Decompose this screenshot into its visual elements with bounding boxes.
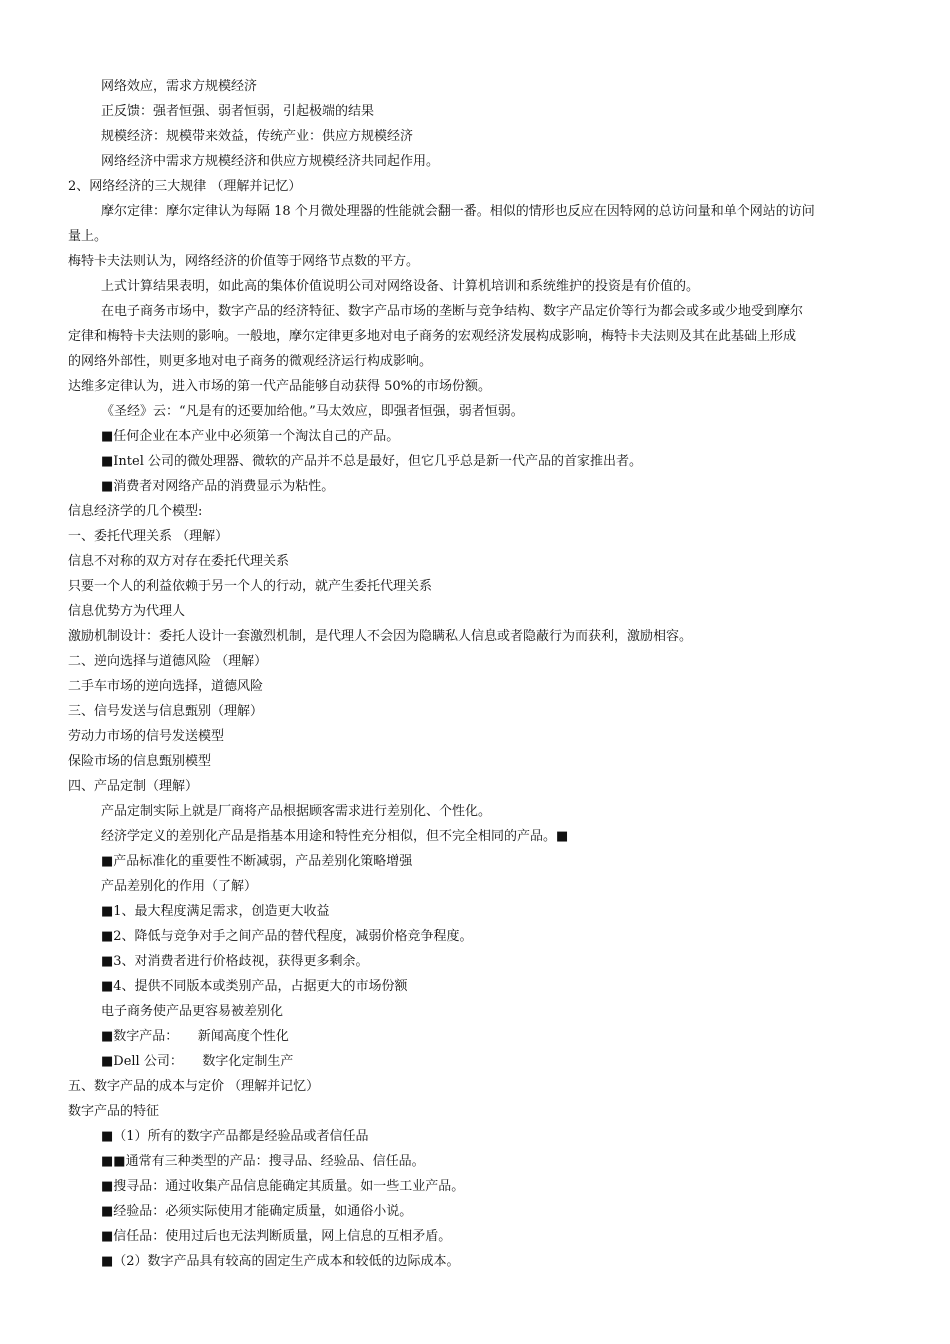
- bullet-item: ■Intel 公司的微处理器、微软的产品并不总是最好，但它几乎总是新一代产品的首家推出者。: [101, 454, 642, 469]
- bullet-item: ■Dell 公司： 数字化定制生产: [101, 1054, 294, 1069]
- text-line: 电子商务使产品更容易被差别化: [101, 1004, 284, 1019]
- bullet-item: ■搜寻品：通过收集产品信息能确定其质量。如一些工业产品。: [101, 1179, 465, 1194]
- text-line: 上式计算结果表明，如此高的集体价值说明公司对网络设备、计算机培训和系统维护的投资是有价值的。: [101, 279, 700, 294]
- text-line: 产品定制实际上就是厂商将产品根据顾客需求进行差别化、个性化。: [101, 804, 492, 819]
- text-line: 经济学定义的差别化产品是指基本用途和特性充分相似，但不完全相同的产品。■: [101, 829, 569, 844]
- bullet-item: ■1、最大程度满足需求，创造更大收益: [101, 904, 330, 919]
- text-line: 二手车市场的逆向选择，道德风险: [68, 679, 264, 694]
- section-heading: 信息经济学的几个模型:: [68, 504, 203, 519]
- text-line: 摩尔定律：摩尔定律认为每隔 18 个月微处理器的性能就会翻一番。相似的情形也反应在因特网的总访问量和单个网站的访问: [101, 204, 815, 219]
- text-line: 保险市场的信息甄别模型: [68, 754, 212, 769]
- section-heading: 一、委托代理关系 （理解）: [68, 529, 229, 544]
- bullet-item: ■产品标准化的重要性不断减弱，产品差别化策略增强: [101, 854, 413, 869]
- text-line: 在电子商务市场中，数字产品的经济特征、数字产品市场的垄断与竞争结构、数字产品定价等行为都会或多或少地受到摩尔: [101, 304, 804, 319]
- section-heading: 四、产品定制（理解）: [68, 779, 199, 794]
- text-line: 网络效应，需求方规模经济: [101, 79, 258, 94]
- text-line: 信息不对称的双方对存在委托代理关系: [68, 554, 290, 569]
- bullet-item: ■经验品：必须实际使用才能确定质量，如通俗小说。: [101, 1204, 413, 1219]
- text-line: 定律和梅特卡夫法则的影响。一般地，摩尔定律更多地对电子商务的宏观经济发展构成影响，梅特卡夫法则及其在此基础上形成: [68, 329, 797, 344]
- section-heading: 三、信号发送与信息甄别（理解）: [68, 704, 264, 719]
- text-line: 量上。: [68, 229, 108, 244]
- text-line: 信息优势方为代理人: [68, 604, 186, 619]
- bullet-item: ■信任品：使用过后也无法判断质量，网上信息的互相矛盾。: [101, 1229, 452, 1244]
- bullet-item: ■数字产品： 新闻高度个性化: [101, 1029, 289, 1044]
- bullet-item: ■消费者对网络产品的消费显示为粘性。: [101, 479, 335, 494]
- text-line: 激励机制设计：委托人设计一套激烈机制，是代理人不会因为隐瞒私人信息或者隐蔽行为而获利，激励相容。: [68, 629, 693, 644]
- section-heading: 五、数字产品的成本与定价 （理解并记忆）: [68, 1079, 320, 1094]
- bullet-item: ■任何企业在本产业中必须第一个淘汰自己的产品。: [101, 429, 400, 444]
- bullet-item: ■（2）数字产品具有较高的固定生产成本和较低的边际成本。: [101, 1254, 460, 1269]
- text-line: 正反馈：强者恒强、弱者恒弱，引起极端的结果: [101, 104, 375, 119]
- text-line: 数字产品的特征: [68, 1104, 160, 1119]
- text-line: 《圣经》云：“凡是有的还要加给他。”马太效应，即强者恒强，弱者恒弱。: [101, 404, 524, 419]
- section-heading: 2、网络经济的三大规律 （理解并记忆）: [68, 179, 302, 194]
- bullet-item: ■3、对消费者进行价格歧视，获得更多剩余。: [101, 954, 369, 969]
- text-line: 劳动力市场的信号发送模型: [68, 729, 225, 744]
- section-heading: 二、逆向选择与道德风险 （理解）: [68, 654, 268, 669]
- text-line: 网络经济中需求方规模经济和供应方规模经济共同起作用。: [101, 154, 440, 169]
- text-line: 产品差别化的作用（了解）: [101, 879, 258, 894]
- text-line: 梅特卡夫法则认为，网络经济的价值等于网络节点数的平方。: [68, 254, 420, 269]
- text-line: 的网络外部性，则更多地对电子商务的微观经济运行构成影响。: [68, 354, 433, 369]
- text-line: 规模经济：规模带来效益，传统产业：供应方规模经济: [101, 129, 414, 144]
- bullet-item: ■2、降低与竞争对手之间产品的替代程度，减弱价格竞争程度。: [101, 929, 473, 944]
- bullet-item: ■（1）所有的数字产品都是经验品或者信任品: [101, 1129, 369, 1144]
- text-line: 达维多定律认为，进入市场的第一代产品能够自动获得 50%的市场份额。: [68, 379, 492, 394]
- bullet-item: ■■通常有三种类型的产品：搜寻品、经验品、信任品。: [101, 1154, 425, 1169]
- text-line: 只要一个人的利益依赖于另一个人的行动，就产生委托代理关系: [68, 579, 433, 594]
- bullet-item: ■4、提供不同版本或类别产品，占据更大的市场份额: [101, 979, 408, 994]
